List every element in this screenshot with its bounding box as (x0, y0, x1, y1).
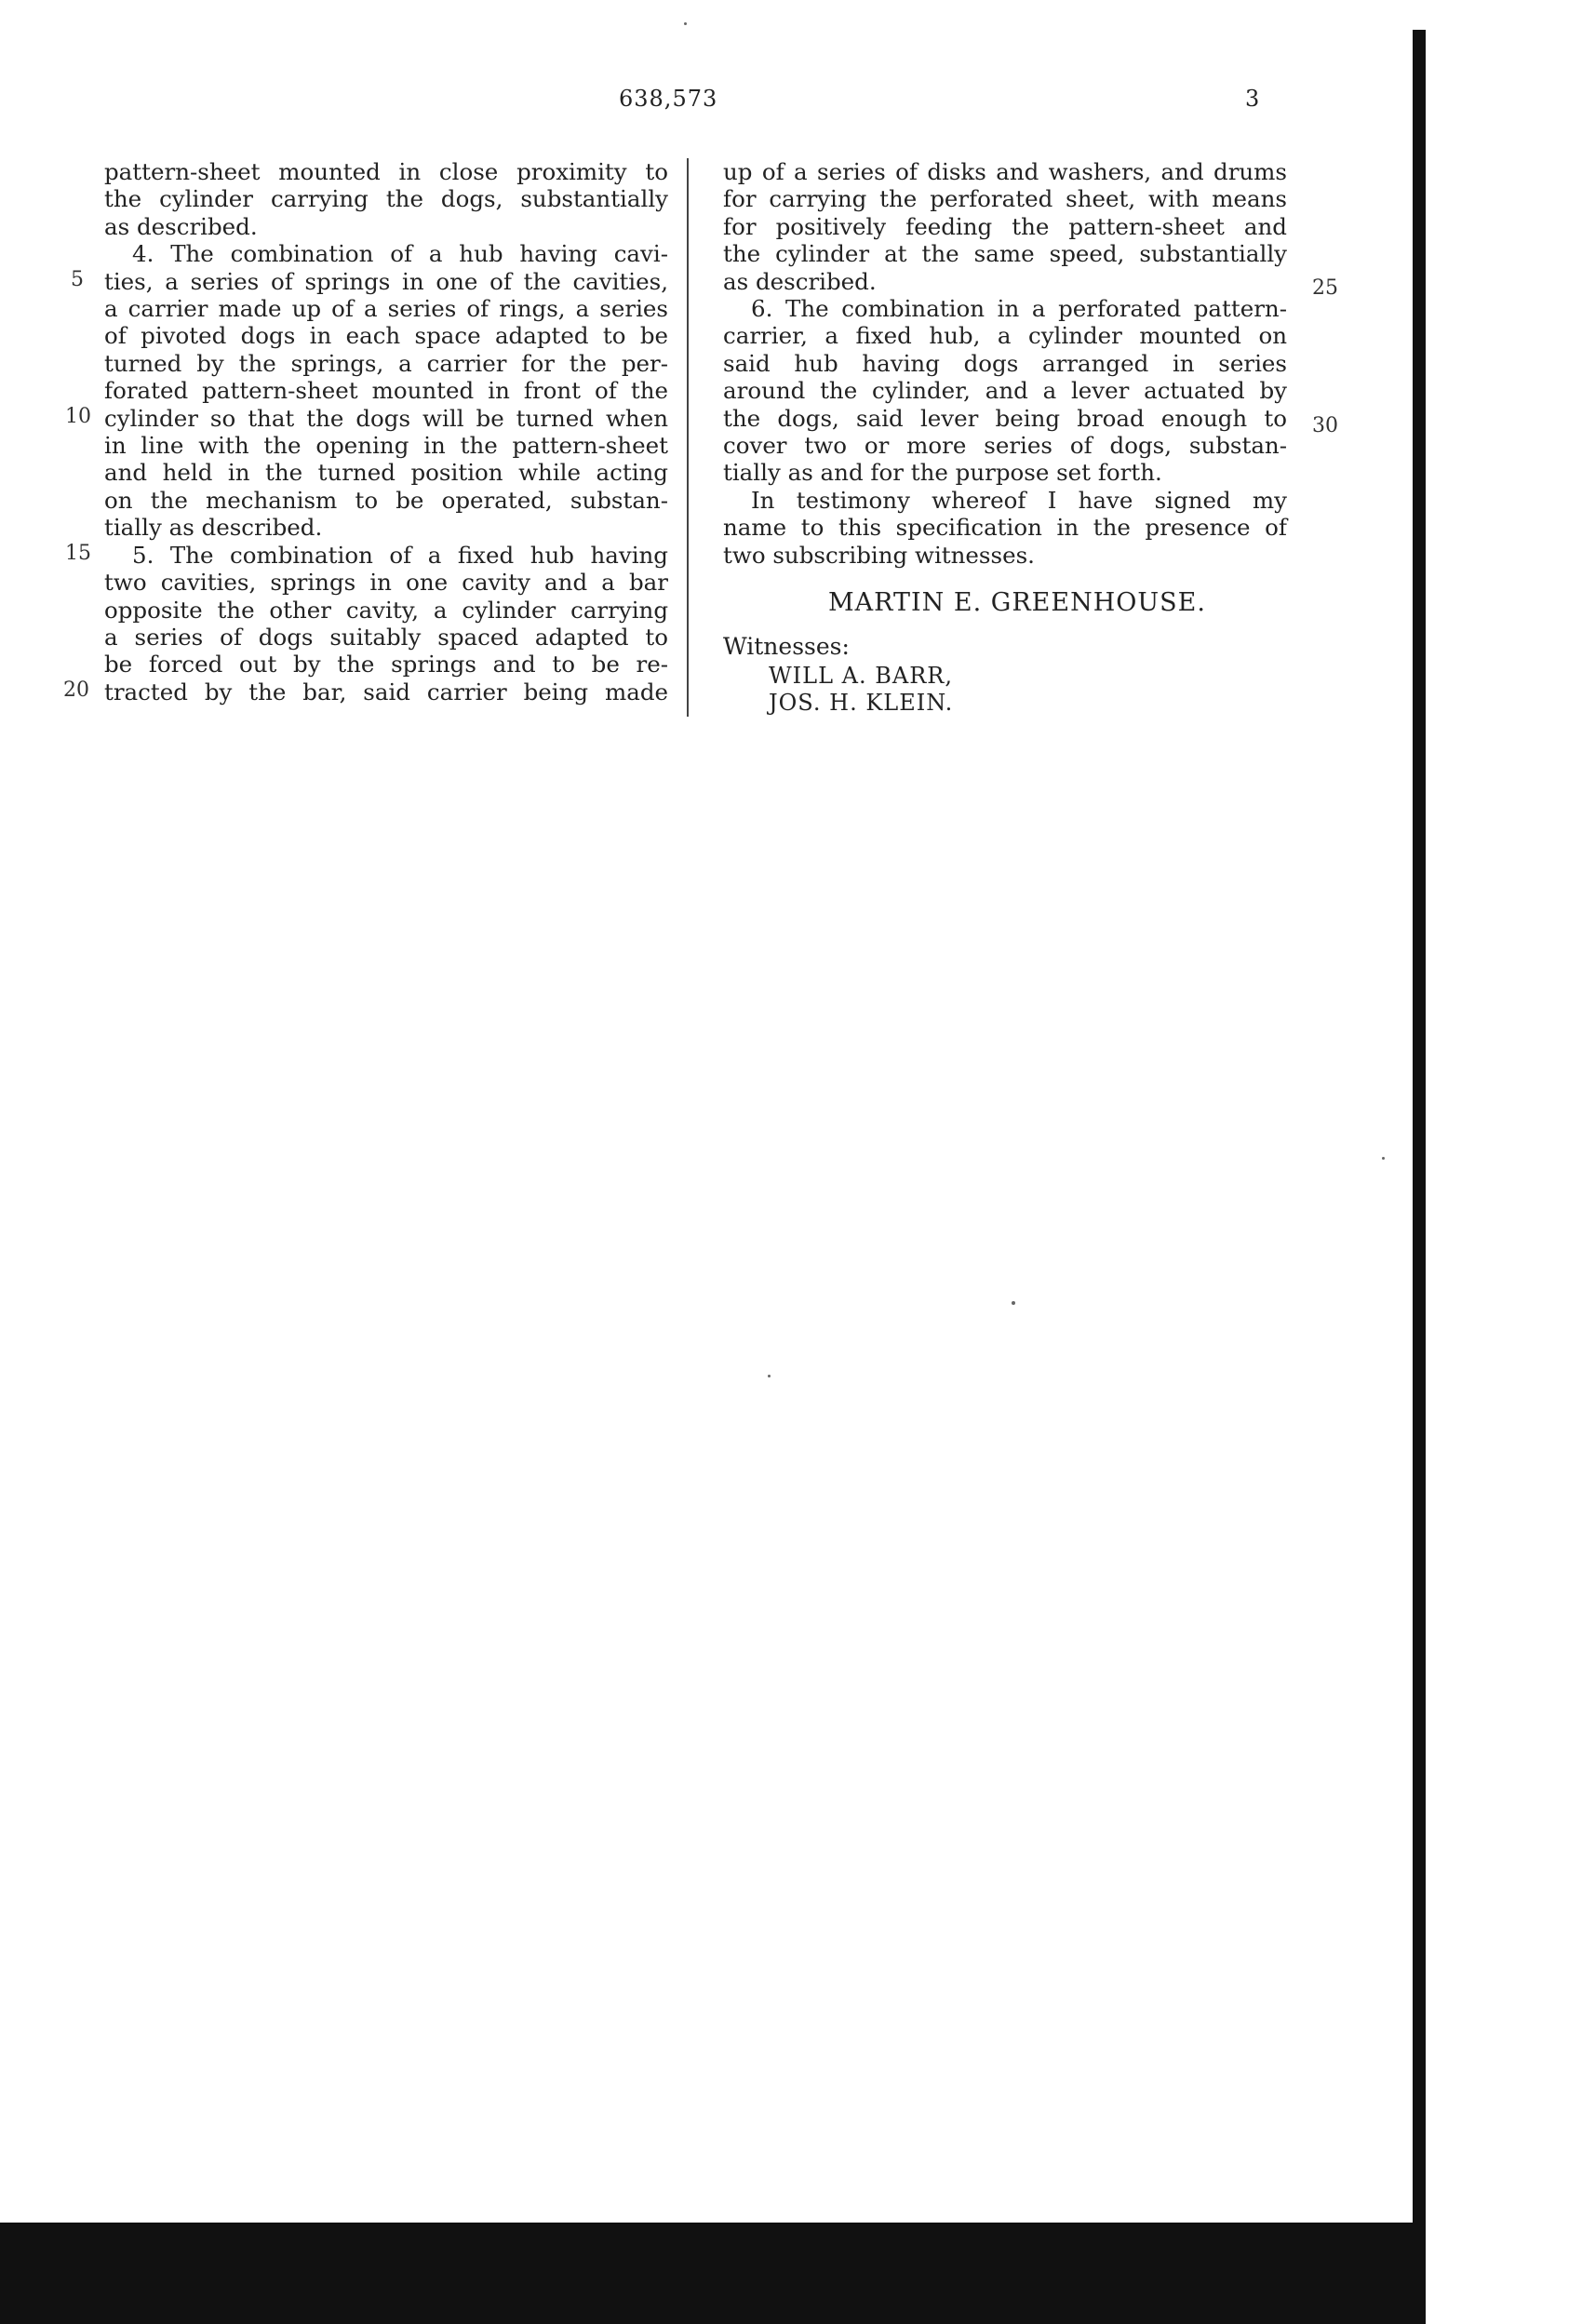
line-number: 15 (65, 542, 91, 565)
text-line: tracted by the bar, said carrier being made (104, 678, 668, 705)
page-number: 3 (1245, 86, 1261, 112)
text-line: cover two or more series of dogs, substan- (723, 432, 1287, 460)
witness-name: WILL A. BARR, (769, 663, 953, 689)
text-line: said hub having dogs arranged in series (723, 349, 1287, 377)
line-number: 30 (1312, 414, 1338, 437)
text-line: as described. (104, 212, 258, 240)
text-line: name to this specification in the presence of (723, 514, 1287, 542)
text-line: the cylinder carrying the dogs, substantially (104, 185, 668, 213)
text-line: 5. The combination of a fixed hub having (132, 541, 668, 569)
text-line: in line with the opening in the pattern-sheet (104, 432, 668, 460)
text-line: around the cylinder, and a lever actuated by (723, 377, 1287, 405)
text-line: 4. The combination of a hub having cavi- (132, 240, 668, 268)
witness-name: JOS. H. KLEIN. (769, 690, 954, 716)
line-number: 25 (1312, 276, 1338, 300)
scan-speck (768, 1375, 771, 1377)
text-line: for carrying the perforated sheet, with means (723, 185, 1287, 213)
right-column (723, 158, 1287, 569)
text-line: for positively feeding the pattern-sheet and (723, 212, 1287, 240)
text-line: turned by the springs, a carrier for the per- (104, 349, 668, 377)
text-line: on the mechanism to be operated, substan- (104, 486, 668, 514)
line-number: 10 (65, 405, 91, 428)
text-line: and held in the turned position while acting (104, 459, 668, 487)
text-line: two subscribing witnesses. (723, 541, 1035, 569)
inventor-signature: MARTIN E. GREENHOUSE. (828, 588, 1206, 617)
scan-speck (684, 22, 687, 25)
text-line: 6. The combination in a perforated pattern- (751, 295, 1287, 323)
scan-edge-bottom (0, 2223, 1426, 2324)
patent-number: 638,573 (619, 86, 718, 112)
text-line: be forced out by the springs and to be re- (104, 651, 668, 678)
text-line: forated pattern-sheet mounted in front of the (104, 377, 668, 405)
line-number: 5 (71, 268, 84, 291)
text-line: cylinder so that the dogs will be turned when (104, 404, 668, 432)
text-line: up of a series of disks and washers, and drums (723, 158, 1287, 185)
scan-speck (1382, 1157, 1385, 1160)
text-line: ties, a series of springs in one of the cavities, (104, 267, 668, 295)
text-line: pattern-sheet mounted in close proximity to (104, 158, 668, 185)
left-column (104, 158, 668, 705)
text-line: tially as and for the purpose set forth. (723, 459, 1162, 487)
text-line: the dogs, said lever being broad enough to (723, 404, 1287, 432)
text-line: opposite the other cavity, a cylinder carrying (104, 596, 668, 624)
text-line: two cavities, springs in one cavity and a bar (104, 569, 668, 597)
text-line: tially as described. (104, 514, 323, 542)
column-divider (687, 158, 689, 717)
scan-speck (1012, 1301, 1015, 1305)
witnesses-label: Witnesses: (723, 633, 850, 660)
text-line: the cylinder at the same speed, substantially (723, 240, 1287, 268)
line-number: 20 (63, 678, 89, 702)
text-line: as described. (723, 267, 877, 295)
text-line: a series of dogs suitably spaced adapted to (104, 623, 668, 651)
text-line: carrier, a fixed hub, a cylinder mounted on (723, 322, 1287, 350)
scan-edge-right (1413, 30, 1426, 2324)
text-line: a carrier made up of a series of rings, a series (104, 295, 668, 323)
text-line: In testimony whereof I have signed my (751, 486, 1287, 514)
text-line: of pivoted dogs in each space adapted to be (104, 322, 668, 350)
